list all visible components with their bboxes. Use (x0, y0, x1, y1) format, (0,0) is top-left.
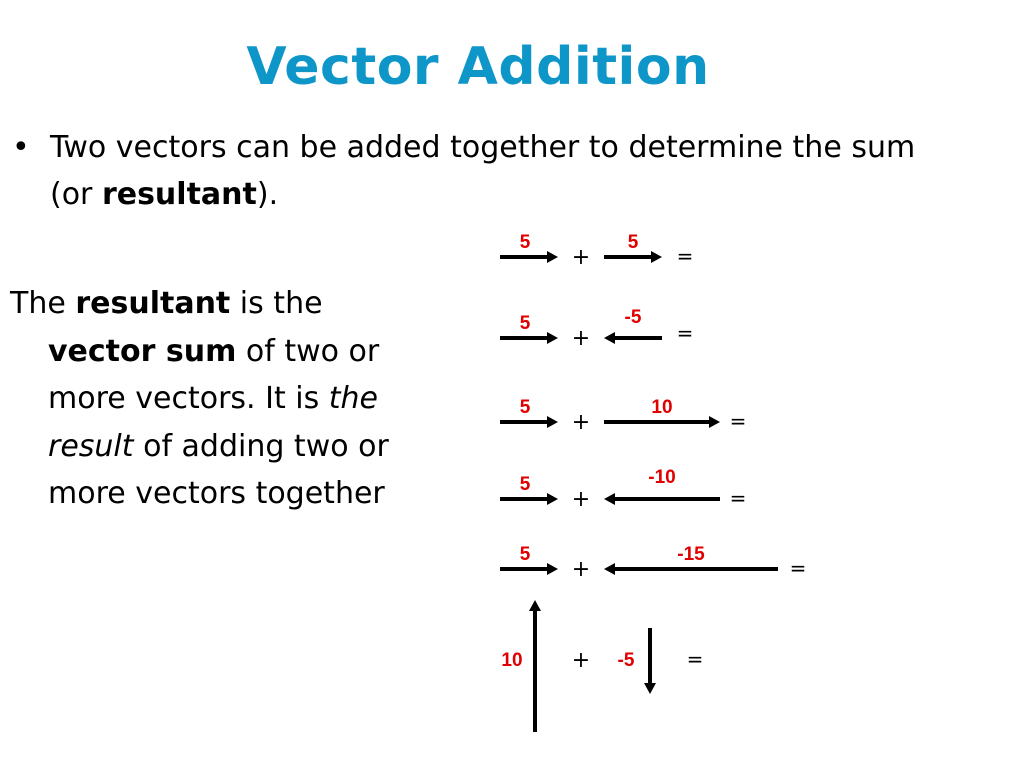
plus-sign: + (571, 557, 591, 582)
definition-bold-term: resultant (75, 286, 231, 321)
equals-sign: = (676, 321, 694, 345)
plus-sign: + (571, 326, 591, 351)
vector-label: 5 (519, 313, 531, 334)
definition-bold-term: vector sum (48, 333, 237, 369)
vector-label: 5 (519, 544, 531, 565)
vector-label: 10 (651, 397, 673, 418)
definition-text: The (10, 286, 76, 321)
definition-italic-term: the result (48, 381, 378, 464)
vector-label: -15 (677, 544, 705, 565)
vector-label: -5 (624, 307, 642, 328)
bullet-text-part: ). (256, 177, 279, 212)
plus-sign: + (571, 487, 591, 512)
vector-arrow (529, 600, 541, 732)
vector-label: 5 (519, 232, 531, 253)
vector-label: -5 (617, 650, 635, 671)
equals-sign: = (789, 556, 807, 580)
bullet-marker: • (12, 130, 30, 165)
vector-arrow (644, 628, 656, 694)
equals-sign: = (729, 409, 747, 433)
vector-arrow (604, 493, 720, 505)
vector-arrow (604, 332, 662, 344)
vector-label: 5 (627, 232, 639, 253)
bullet-bold-term: resultant (101, 177, 257, 212)
definition-text: of adding two or more vectors together (48, 428, 389, 511)
slide-title: Vector Addition (246, 37, 710, 97)
equals-sign: = (686, 647, 704, 671)
vector-label: -10 (648, 467, 676, 488)
definition-text: is the (230, 286, 323, 321)
equals-sign: = (676, 244, 694, 268)
bullet-text-part: Two vectors can be added together to determine the sum (or (50, 130, 916, 212)
plus-sign: + (571, 648, 591, 673)
vector-label: 5 (519, 397, 531, 418)
equals-sign: = (729, 486, 747, 510)
vector-label: 5 (519, 474, 531, 495)
plus-sign: + (571, 245, 591, 270)
definition-text: of two or more vectors. It is (48, 333, 380, 416)
vector-label: 10 (501, 650, 523, 671)
plus-sign: + (571, 410, 591, 435)
